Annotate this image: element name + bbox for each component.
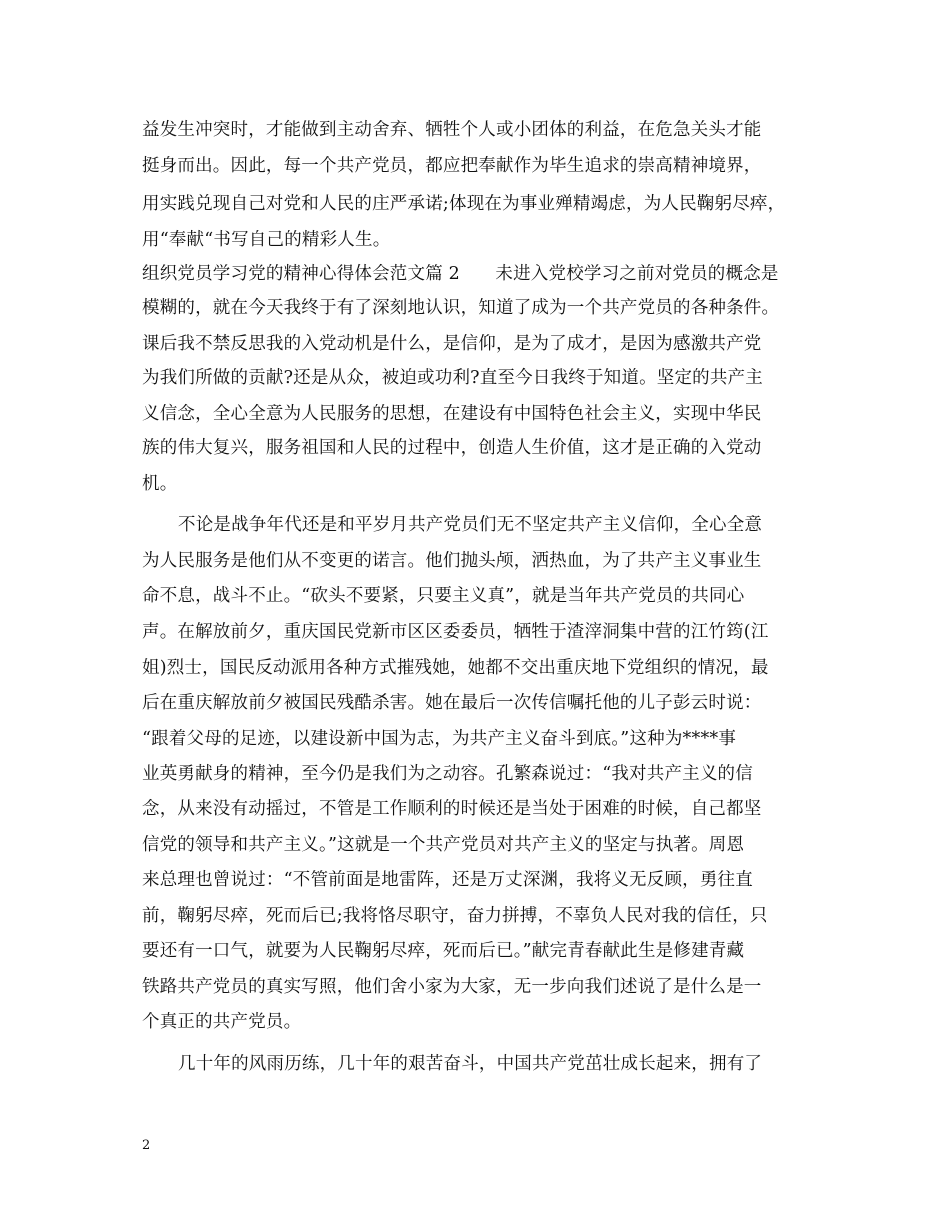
text-line: 声。在解放前夕，重庆国民党新市区区委委员，牺牲于渣滓洞集中营的江竹筠(江 — [142, 622, 769, 642]
text-line: 用实践兑现自己对党和人民的庄严承诺;体现在为事业殚精竭虑，为人民鞠躬尽瘁， — [142, 194, 786, 214]
text-line: 要还有一口气，就要为人民鞠躬尽瘁，死而后已。”献完青春献此生是修建青藏 — [142, 941, 745, 961]
text-line: 信党的领导和共产主义。”这就是一个共产党员对共产主义的坚定与执著。周恩 — [142, 835, 745, 855]
text-line: 用“奉献“书写自己的精彩人生。 — [142, 230, 391, 250]
text-line: 念，从来没有动摇过，不管是工作顺利的时候还是当处于困难的时候，自己都坚 — [142, 799, 762, 819]
text-line: 课后我不禁反思我的入党动机是什么，是信仰，是为了成才，是因为感激共产党 — [142, 334, 762, 354]
text-line: 姐)烈士，国民反动派用各种方式摧残她，她都不交出重庆地下党组织的情况，最 — [142, 658, 769, 678]
text-line: 益发生冲突时，才能做到主动舍弃、牺牲个人或小团体的利益，在危急关头才能 — [142, 120, 762, 140]
text-line: “跟着父母的足迹，以建设新中国为志，为共产主义奋斗到底。”这种为****事 — [142, 729, 737, 749]
text-line: 来总理也曾说过：“不管前面是地雷阵，还是万丈深渊，我将义无反顾，勇往直 — [142, 870, 753, 890]
text-line: 后在重庆解放前夕被国民残酷杀害。她在最后一次传信嘱托他的儿子彭云时说： — [142, 693, 762, 713]
paragraph-first-line: 不论是战争年代还是和平岁月共产党员们无不坚定共产主义信仰，全心全意 — [178, 515, 763, 535]
text-line: 命不息，战斗不止。“砍头不要紧，只要主义真”，就是当年共产党员的共同心 — [142, 586, 745, 606]
text-line: 铁路共产党员的真实写照，他们舍小家为大家，无一步向我们述说了是什么是一 — [142, 977, 762, 997]
text-line: 模糊的，就在今天我终于有了深刻地认识，知道了成为一个共产党员的各种条件。 — [142, 298, 780, 318]
text-line: 为人民服务是他们从不变更的诺言。他们抛头颅，洒热血，为了共产主义事业生 — [142, 551, 762, 571]
page-number: 2 — [142, 1138, 151, 1153]
text-line: 为我们所做的贡献?还是从众，被迫或功利?直至今日我终于知道。坚定的共产主 — [142, 368, 763, 388]
text-line: 个真正的共产党员。 — [142, 1012, 302, 1032]
text-line: 前，鞠躬尽瘁，死而后已;我将恪尽职守，奋力拼搏，不辜负人民对我的信任，只 — [142, 906, 768, 926]
section-heading-line: 组织党员学习党的精神心得体会范文篇 2 未进入党校学习之前对党员的概念是 — [142, 264, 779, 284]
text-line: 机。 — [142, 474, 178, 494]
text-line: 业英勇献身的精神，至今仍是我们为之动容。孔繁森说过：“我对共产主义的信 — [142, 764, 753, 784]
text-line: 义信念，全心全意为人民服务的思想，在建设有中国特色社会主义，实现中华民 — [142, 404, 762, 424]
paragraph-first-line: 几十年的风雨历练，几十年的艰苦奋斗，中国共产党茁壮成长起来，拥有了 — [178, 1054, 763, 1074]
text-line: 挺身而出。因此，每一个共产党员，都应把奉献作为毕生追求的崇高精神境界， — [142, 156, 762, 176]
text-line: 族的伟大复兴，服务祖国和人民的过程中，创造人生价值，这才是正确的入党动 — [142, 438, 762, 458]
